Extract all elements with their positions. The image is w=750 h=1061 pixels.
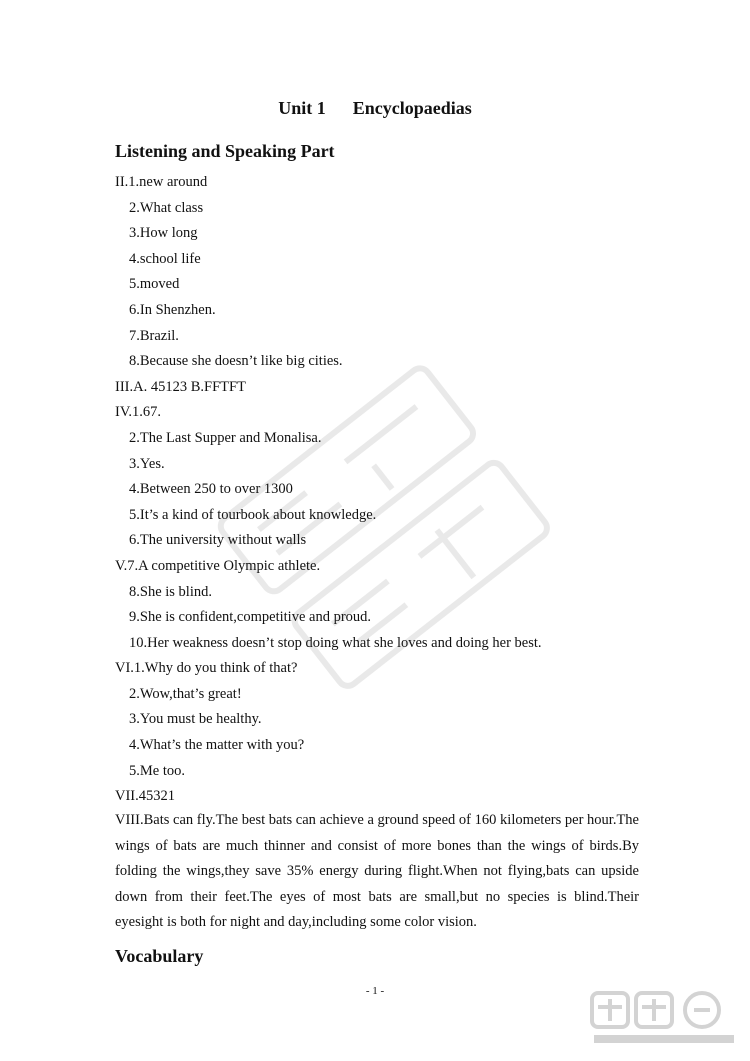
answer-line: 2.The Last Supper and Monalisa. xyxy=(129,429,322,446)
answer-line: 5.It’s a kind of tourbook about knowledge. xyxy=(129,506,377,523)
answer-line: 7.Brazil. xyxy=(129,327,179,344)
answer-line: IV.1.67. xyxy=(115,404,162,421)
answer-line: 10.Her weakness doesn’t stop doing what she loves and doing her best. xyxy=(129,634,542,651)
answer-line: III.A. 45123 B.FFTFT xyxy=(115,378,246,395)
answer-line: 4.What’s the matter with you? xyxy=(129,737,305,754)
answer-line: 9.She is confident,competitive and proud. xyxy=(129,609,372,626)
section-heading-listening: Listening and Speaking Part xyxy=(115,141,335,161)
paragraph-viii: VIII.Bats can fly.The best bats can achieve a ground speed of 160 kilometers per hour.The wings of bats are much thinner and consist of more bones than the wings of birds.By folding the wings,they save 35% energy during flight.When not flying,bats can upside down from their feet.The eyes of most bats are small,but no species is blind.Their eyesight is both for night and day,including some color vision. xyxy=(115,812,639,931)
answer-line: VI.1.Why do you think of that? xyxy=(115,660,298,677)
answer-line: 5.moved xyxy=(129,276,180,293)
answer-line: VII.45321 xyxy=(115,788,176,805)
answer-line: 8.She is blind. xyxy=(129,583,212,600)
answer-line: 2.What class xyxy=(129,199,204,216)
answer-line: 4.school life xyxy=(129,250,201,267)
unit-title: Unit 1 Encyclopaedias xyxy=(278,98,472,118)
answer-line: 3.How long xyxy=(129,225,198,242)
answer-line: 8.Because she doesn’t like big cities. xyxy=(129,353,343,370)
answer-line: 3.You must be healthy. xyxy=(129,711,262,728)
answer-line: 2.Wow,that’s great! xyxy=(129,685,242,702)
section-heading-vocabulary: Vocabulary xyxy=(115,946,204,966)
answer-line: V.7.A competitive Olympic athlete. xyxy=(115,557,321,574)
answer-line: II.1.new around xyxy=(115,174,208,190)
page-number: - 1 - xyxy=(365,985,385,997)
answer-line: 3.Yes. xyxy=(129,455,165,472)
answer-line: 6.In Shenzhen. xyxy=(129,301,216,318)
answer-line: 4.Between 250 to over 1300 xyxy=(129,481,293,498)
answer-line: 5.Me too. xyxy=(129,762,185,779)
watermark-logo xyxy=(584,987,744,1057)
answer-list xyxy=(115,170,645,810)
answer-line: 6.The university without walls xyxy=(129,532,307,549)
